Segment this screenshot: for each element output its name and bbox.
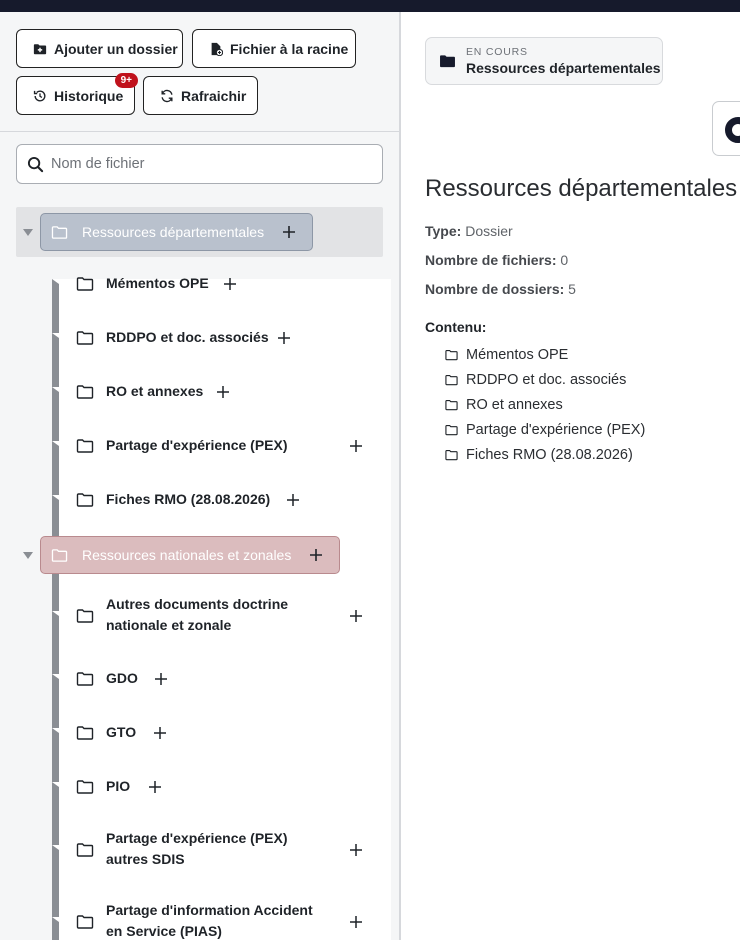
tree-root-label: Ressources nationales et zonales: [82, 547, 292, 563]
folder-icon: [76, 330, 94, 346]
folder-type-label: Type:: [425, 223, 462, 239]
tree-item-mementos-ope[interactable]: [0, 270, 399, 298]
content-item[interactable]: [445, 397, 563, 413]
folder-icon: [76, 914, 94, 930]
add-subfolder-icon[interactable]: [349, 609, 363, 623]
search-icon: [27, 156, 44, 173]
folder-title: Ressources départementales: [425, 175, 738, 202]
folder-tree-panel: [0, 12, 399, 940]
current-folder-name: Ressources départementales: [466, 60, 661, 76]
content-item[interactable]: [445, 372, 626, 388]
app-logo: [712, 101, 740, 156]
content-item-label: RDDPO et doc. associés: [466, 372, 627, 388]
add-subfolder-icon[interactable]: [349, 843, 363, 857]
folder-icon: [51, 225, 68, 240]
tree-item-label: GTO: [106, 724, 137, 740]
folder-icon: [445, 349, 458, 361]
subfolder-count-label: Nombre de dossiers:: [425, 281, 565, 297]
add-folder-button[interactable]: [16, 29, 183, 68]
file-count-label: Nombre de fichiers:: [425, 252, 557, 268]
tree-root-label: Ressources départementales: [82, 224, 265, 240]
tree-item-label: Partage d'expérience (PEX) autres SDIS: [106, 830, 288, 867]
add-subfolder-icon[interactable]: [223, 277, 237, 291]
current-folder-chip: [425, 37, 663, 85]
folder-icon: [51, 548, 68, 563]
history-label: Historique: [54, 87, 124, 104]
folder-icon: [445, 424, 458, 436]
tree-item-ro-annexes[interactable]: [0, 378, 399, 406]
root-file-button[interactable]: [192, 29, 356, 68]
folder-icon: [76, 276, 94, 292]
toolbar-divider: [0, 131, 399, 132]
folder-icon: [445, 449, 458, 461]
folder-icon: [76, 725, 94, 741]
add-subfolder-icon[interactable]: [286, 493, 300, 507]
subfolder-count-value: 5: [568, 281, 576, 297]
content-item-label: Fiches RMO (28.08.2026): [466, 447, 633, 463]
add-subfolder-icon[interactable]: [216, 385, 230, 399]
file-plus-icon: [209, 42, 223, 56]
folder-type-value: Dossier: [465, 223, 513, 239]
contents-heading: Contenu:: [425, 319, 487, 335]
add-subfolder-icon[interactable]: [277, 331, 291, 345]
content-item[interactable]: [445, 422, 645, 438]
search-input[interactable]: [51, 156, 371, 172]
tree-item-label: Partage d'expérience (PEX): [106, 437, 288, 453]
tree-item-pex-autres-sdis[interactable]: [0, 828, 399, 872]
folder-icon: [439, 54, 456, 68]
tree-root-nationales-zonales[interactable]: [40, 536, 340, 574]
folder-subfolder-count: [425, 281, 576, 297]
content-item-label: Partage d'expérience (PEX): [466, 422, 646, 438]
folder-icon: [76, 384, 94, 400]
content-item-label: Mémentos OPE: [466, 347, 569, 363]
tree-item-pio[interactable]: [0, 773, 399, 801]
history-button[interactable]: [16, 76, 135, 115]
tree-item-pias[interactable]: [0, 900, 399, 940]
logo-ring-icon: [725, 117, 740, 143]
tree-item-label: GDO: [106, 670, 138, 686]
history-icon: [33, 89, 47, 103]
tree-item-autres-documents[interactable]: [0, 594, 399, 638]
file-count-value: 0: [560, 252, 569, 268]
add-subfolder-icon[interactable]: [153, 726, 167, 740]
tree-item-label: Partage d'information Accident en Service (PIAS): [106, 902, 313, 939]
tree-item-label: Fiches RMO (28.08.2026): [106, 491, 271, 507]
tree-root-departementales[interactable]: [40, 213, 313, 251]
tree-item-label: RDDPO et doc. associés: [106, 329, 269, 345]
history-count-badge: 9+: [115, 73, 138, 88]
folder-icon: [445, 399, 458, 411]
add-subfolder-icon[interactable]: [307, 546, 325, 564]
top-app-bar: [0, 0, 740, 12]
search-box[interactable]: [16, 144, 383, 184]
add-subfolder-icon[interactable]: [154, 672, 168, 686]
refresh-icon: [160, 89, 174, 103]
tree-item-gdo[interactable]: [0, 665, 399, 693]
folder-icon: [76, 608, 94, 624]
folder-icon: [76, 671, 94, 687]
folder-icon: [76, 492, 94, 508]
add-subfolder-icon[interactable]: [349, 439, 363, 453]
current-folder-caption: EN COURS: [466, 46, 528, 58]
folder-plus-icon: [33, 42, 47, 56]
add-subfolder-icon[interactable]: [280, 223, 298, 241]
tree-item-label: RO et annexes: [106, 383, 204, 399]
add-subfolder-icon[interactable]: [148, 780, 162, 794]
content-item[interactable]: [445, 347, 568, 363]
folder-icon: [445, 374, 458, 386]
tree-item-label: Mémentos OPE: [106, 275, 209, 291]
tree-item-label: PIO: [106, 778, 131, 794]
tree-item-gto[interactable]: [0, 719, 399, 747]
folder-type: [425, 223, 513, 239]
folder-icon: [76, 779, 94, 795]
folder-file-count: [425, 252, 568, 268]
tree-item-fiches-rmo[interactable]: [0, 486, 399, 514]
collapse-caret-icon[interactable]: [23, 552, 33, 559]
collapse-caret-icon[interactable]: [23, 229, 33, 236]
refresh-label: Rafraichir: [181, 87, 247, 104]
add-subfolder-icon[interactable]: [349, 915, 363, 929]
folder-icon: [76, 842, 94, 858]
content-item[interactable]: [445, 447, 633, 463]
root-file-label: Fichier à la racine: [230, 40, 349, 57]
content-item-label: RO et annexes: [466, 397, 563, 413]
refresh-button[interactable]: [143, 76, 258, 115]
tree-item-rddpo[interactable]: [0, 324, 399, 352]
tree-item-label: Autres documents doctrine nationale et zonale: [106, 596, 289, 633]
add-folder-label: Ajouter un dossier: [54, 40, 178, 57]
detail-panel: [401, 12, 740, 940]
folder-icon: [76, 438, 94, 454]
tree-item-pex[interactable]: [0, 432, 399, 460]
